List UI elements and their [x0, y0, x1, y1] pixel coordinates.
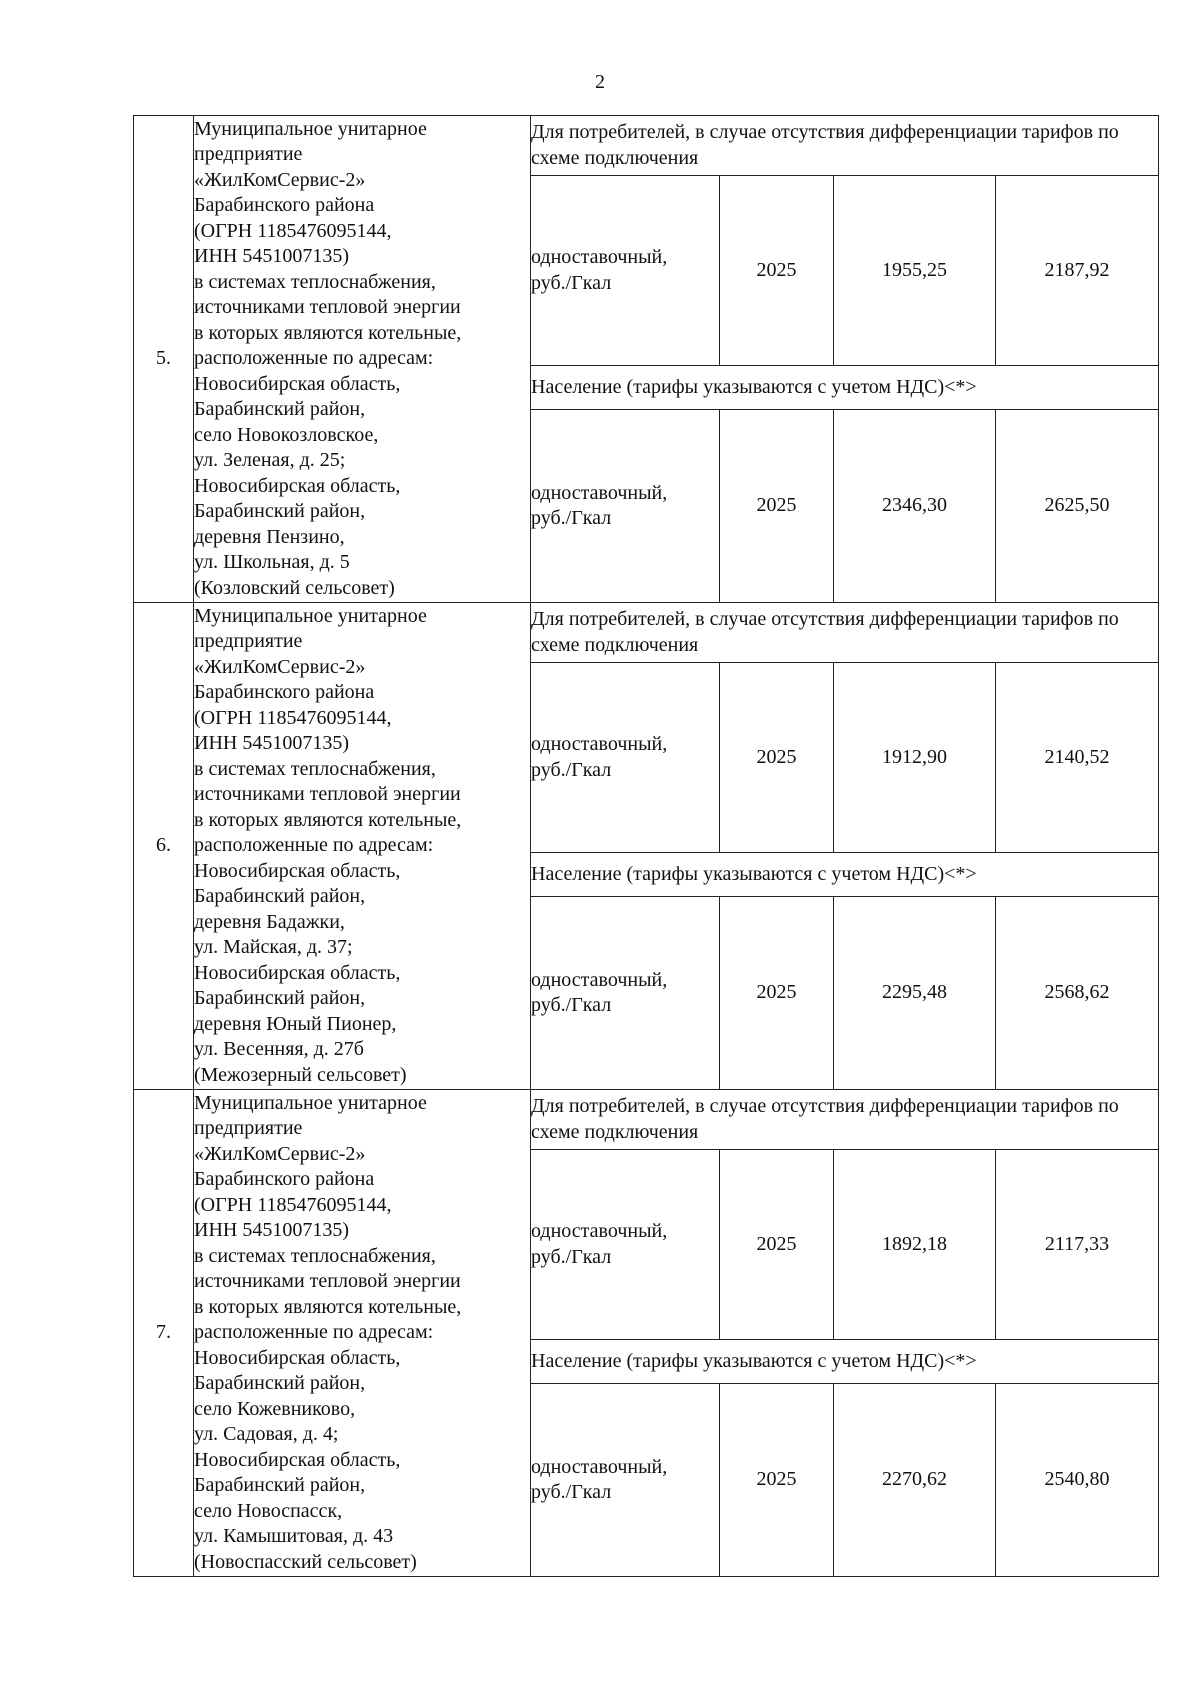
organization-description: Муниципальное унитарное предприятие «ЖилКомСервис-2» Барабинского района (ОГРН 1185476095144, ИНН 5451007135) в системах теплоснабжения, источниками тепловой энергии в которых являются котельные, расположенные по адресам: Новосибирская область, Барабинский район, село Новокозловское, ул. Зеленая, д. 25; Новосибирская область, Барабинский район, деревня Пензино, ул. Школьная, д. 5 (Козловский сельсовет)	[194, 116, 531, 603]
organization-description: Муниципальное унитарное предприятие «ЖилКомСервис-2» Барабинского района (ОГРН 1185476095144, ИНН 5451007135) в системах теплоснабжения, источниками тепловой энергии в которых являются котельные, расположенные по адресам: Новосибирская область, Барабинский район, село Кожевниково, ул. Садовая, д. 4; Новосибирская область, Барабинский район, село Новоспасск, ул. Камышитовая, д. 43 (Новоспасский сельсовет)	[194, 1090, 531, 1577]
table-row	[134, 1090, 1159, 1150]
tariff-value-second: 2540,80	[996, 1384, 1159, 1577]
tariff-value-first: 1955,25	[834, 176, 996, 366]
consumers-category-label: Для потребителей, в случае отсутствия дифференциации тарифов по схеме подключения	[531, 116, 1159, 176]
tariff-value-second: 2568,62	[996, 897, 1159, 1090]
tariff-year: 2025	[720, 663, 834, 853]
tariff-value-first: 2346,30	[834, 410, 996, 603]
population-category-label: Население (тарифы указываются с учетом НДС)<*>	[531, 853, 1159, 897]
tariff-value-second: 2140,52	[996, 663, 1159, 853]
tariff-value-first: 1912,90	[834, 663, 996, 853]
table-row	[134, 603, 1159, 663]
organization-description: Муниципальное унитарное предприятие «ЖилКомСервис-2» Барабинского района (ОГРН 1185476095144, ИНН 5451007135) в системах теплоснабжения, источниками тепловой энергии в которых являются котельные, расположенные по адресам: Новосибирская область, Барабинский район, деревня Бадажки, ул. Майская, д. 37; Новосибирская область, Барабинский район, деревня Юный Пионер, ул. Весенняя, д. 27б (Межозерный сельсовет)	[194, 603, 531, 1090]
consumers-category-label: Для потребителей, в случае отсутствия дифференциации тарифов по схеме подключения	[531, 603, 1159, 663]
row-number: 5.	[134, 116, 194, 603]
consumers-category-label: Для потребителей, в случае отсутствия дифференциации тарифов по схеме подключения	[531, 1090, 1159, 1150]
tariff-year: 2025	[720, 176, 834, 366]
table-row	[134, 116, 1159, 176]
tariff-type: одноставочный, руб./Гкал	[531, 176, 720, 366]
tariff-year: 2025	[720, 410, 834, 603]
tariff-value-first: 2295,48	[834, 897, 996, 1090]
tariff-year: 2025	[720, 1150, 834, 1340]
tariff-value-second: 2625,50	[996, 410, 1159, 603]
tariff-year: 2025	[720, 897, 834, 1090]
tariff-type: одноставочный, руб./Гкал	[531, 897, 720, 1090]
row-number: 6.	[134, 603, 194, 1090]
population-category-label: Население (тарифы указываются с учетом НДС)<*>	[531, 366, 1159, 410]
tariff-type: одноставочный, руб./Гкал	[531, 663, 720, 853]
tariff-value-first: 1892,18	[834, 1150, 996, 1340]
tariff-type: одноставочный, руб./Гкал	[531, 410, 720, 603]
tariff-value-second: 2117,33	[996, 1150, 1159, 1340]
page-number: 2	[595, 71, 605, 93]
tariff-table	[133, 115, 1159, 1577]
tariff-year: 2025	[720, 1384, 834, 1577]
tariff-value-first: 2270,62	[834, 1384, 996, 1577]
tariff-type: одноставочный, руб./Гкал	[531, 1150, 720, 1340]
row-number: 7.	[134, 1090, 194, 1577]
population-category-label: Население (тарифы указываются с учетом НДС)<*>	[531, 1340, 1159, 1384]
tariff-value-second: 2187,92	[996, 176, 1159, 366]
tariff-type: одноставочный, руб./Гкал	[531, 1384, 720, 1577]
